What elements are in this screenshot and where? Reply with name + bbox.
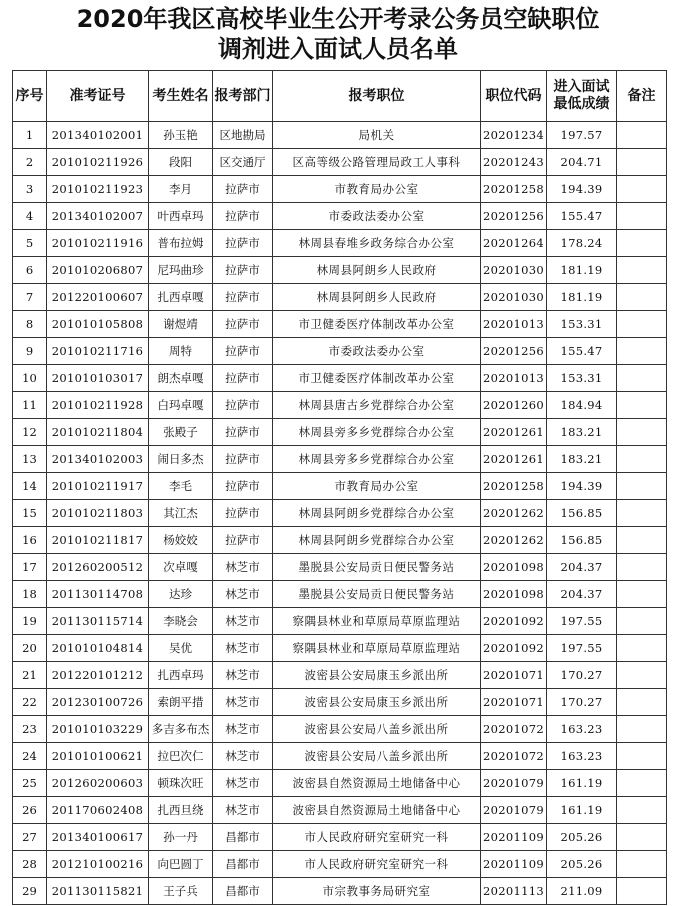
- cell-seq: 21: [13, 662, 47, 689]
- cell-dept: 林芝市: [213, 716, 273, 743]
- cell-exam-id: 201220100607: [47, 284, 149, 311]
- cell-seq: 28: [13, 851, 47, 878]
- cell-note: [617, 392, 667, 419]
- cell-min-score: 194.39: [547, 473, 617, 500]
- cell-dept: 昌都市: [213, 851, 273, 878]
- cell-position: 林周县旁多乡党群综合办公室: [273, 419, 481, 446]
- cell-seq: 1: [13, 122, 47, 149]
- cell-note: [617, 878, 667, 905]
- cell-name: 顿珠次旺: [149, 770, 213, 797]
- cell-code: 20201079: [481, 797, 547, 824]
- header-dept: 报考部门: [213, 71, 273, 122]
- cell-seq: 8: [13, 311, 47, 338]
- table-row: [13, 419, 667, 446]
- cell-position: 察隅县林业和草原局草原监理站: [273, 635, 481, 662]
- cell-position: 波密县公安局康玉乡派出所: [273, 662, 481, 689]
- cell-position: 波密县自然资源局土地储备中心: [273, 770, 481, 797]
- cell-name: 叶西卓玛: [149, 203, 213, 230]
- cell-note: [617, 554, 667, 581]
- cell-note: [617, 365, 667, 392]
- cell-code: 20201098: [481, 554, 547, 581]
- cell-dept: 林芝市: [213, 608, 273, 635]
- cell-position: 林周县阿朗乡党群综合办公室: [273, 527, 481, 554]
- cell-dept: 林芝市: [213, 581, 273, 608]
- cell-min-score: 197.55: [547, 608, 617, 635]
- cell-note: [617, 824, 667, 851]
- table-row: [13, 527, 667, 554]
- cell-note: [617, 284, 667, 311]
- table-body: [13, 122, 667, 905]
- cell-code: 20201234: [481, 122, 547, 149]
- cell-dept: 林芝市: [213, 662, 273, 689]
- cell-code: 20201258: [481, 473, 547, 500]
- cell-code: 20201256: [481, 203, 547, 230]
- cell-position: 察隅县林业和草原局草原监理站: [273, 608, 481, 635]
- cell-dept: 拉萨市: [213, 338, 273, 365]
- header-seq: 序号: [13, 71, 47, 122]
- cell-exam-id: 201010211923: [47, 176, 149, 203]
- cell-exam-id: 201010211916: [47, 230, 149, 257]
- cell-dept: 拉萨市: [213, 284, 273, 311]
- cell-name: 其江杰: [149, 500, 213, 527]
- cell-name: 尼玛曲珍: [149, 257, 213, 284]
- cell-seq: 9: [13, 338, 47, 365]
- cell-exam-id: 201130115821: [47, 878, 149, 905]
- cell-name: 谢煜靖: [149, 311, 213, 338]
- cell-note: [617, 527, 667, 554]
- cell-note: [617, 581, 667, 608]
- table-row: [13, 149, 667, 176]
- cell-seq: 5: [13, 230, 47, 257]
- cell-name: 孙一丹: [149, 824, 213, 851]
- cell-exam-id: 201010103229: [47, 716, 149, 743]
- cell-code: 20201092: [481, 608, 547, 635]
- cell-note: [617, 500, 667, 527]
- cell-note: [617, 851, 667, 878]
- cell-seq: 6: [13, 257, 47, 284]
- table-row: [13, 770, 667, 797]
- cell-code: 20201260: [481, 392, 547, 419]
- cell-code: 20201092: [481, 635, 547, 662]
- cell-exam-id: 201170602408: [47, 797, 149, 824]
- cell-min-score: 161.19: [547, 797, 617, 824]
- cell-code: 20201264: [481, 230, 547, 257]
- cell-code: 20201113: [481, 878, 547, 905]
- table-row: [13, 743, 667, 770]
- cell-min-score: 161.19: [547, 770, 617, 797]
- cell-exam-id: 201010211917: [47, 473, 149, 500]
- cell-position: 林周县阿朗乡党群综合办公室: [273, 500, 481, 527]
- cell-note: [617, 338, 667, 365]
- cell-dept: 林芝市: [213, 554, 273, 581]
- table-header-row: [13, 71, 667, 122]
- cell-exam-id: 201340102003: [47, 446, 149, 473]
- table-row: [13, 122, 667, 149]
- cell-note: [617, 149, 667, 176]
- cell-name: 扎西旦绕: [149, 797, 213, 824]
- cell-seq: 4: [13, 203, 47, 230]
- cell-name: 多吉多布杰: [149, 716, 213, 743]
- cell-min-score: 156.85: [547, 500, 617, 527]
- cell-note: [617, 743, 667, 770]
- header-min-score: 进入面试最低成绩: [547, 71, 617, 122]
- cell-dept: 拉萨市: [213, 176, 273, 203]
- table-row: [13, 257, 667, 284]
- table-row: [13, 608, 667, 635]
- cell-code: 20201109: [481, 824, 547, 851]
- cell-position: 波密县公安局八盖乡派出所: [273, 743, 481, 770]
- cell-name: 李月: [149, 176, 213, 203]
- cell-code: 20201098: [481, 581, 547, 608]
- cell-min-score: 153.31: [547, 311, 617, 338]
- cell-min-score: 153.31: [547, 365, 617, 392]
- cell-position: 波密县公安局康玉乡派出所: [273, 689, 481, 716]
- cell-dept: 拉萨市: [213, 446, 273, 473]
- cell-min-score: 170.27: [547, 689, 617, 716]
- cell-exam-id: 201210100216: [47, 851, 149, 878]
- cell-note: [617, 122, 667, 149]
- cell-dept: 拉萨市: [213, 203, 273, 230]
- cell-position: 市卫健委医疗体制改革办公室: [273, 365, 481, 392]
- cell-min-score: 204.37: [547, 554, 617, 581]
- cell-min-score: 204.37: [547, 581, 617, 608]
- cell-exam-id: 201340102001: [47, 122, 149, 149]
- cell-dept: 林芝市: [213, 689, 273, 716]
- cell-name: 白玛卓嘎: [149, 392, 213, 419]
- cell-code: 20201072: [481, 743, 547, 770]
- header-code: 职位代码: [481, 71, 547, 122]
- table-row: [13, 581, 667, 608]
- cell-name: 拉巴次仁: [149, 743, 213, 770]
- cell-seq: 17: [13, 554, 47, 581]
- candidate-table: [12, 70, 667, 905]
- cell-name: 李晓会: [149, 608, 213, 635]
- cell-seq: 15: [13, 500, 47, 527]
- cell-exam-id: 201340102007: [47, 203, 149, 230]
- cell-code: 20201030: [481, 257, 547, 284]
- cell-dept: 昌都市: [213, 824, 273, 851]
- table-row: [13, 878, 667, 905]
- cell-name: 朗杰卓嘎: [149, 365, 213, 392]
- cell-name: 周特: [149, 338, 213, 365]
- cell-position: 林周县春堆乡政务综合办公室: [273, 230, 481, 257]
- cell-note: [617, 608, 667, 635]
- cell-position: 墨脱县公安局贡日便民警务站: [273, 581, 481, 608]
- cell-min-score: 205.26: [547, 824, 617, 851]
- cell-position: 墨脱县公安局贡日便民警务站: [273, 554, 481, 581]
- cell-exam-id: 201010211817: [47, 527, 149, 554]
- cell-name: 普布拉姆: [149, 230, 213, 257]
- cell-dept: 拉萨市: [213, 392, 273, 419]
- cell-min-score: 155.47: [547, 338, 617, 365]
- table-row: [13, 176, 667, 203]
- cell-position: 市委政法委办公室: [273, 203, 481, 230]
- cell-code: 20201262: [481, 500, 547, 527]
- cell-exam-id: 201260200512: [47, 554, 149, 581]
- cell-code: 20201262: [481, 527, 547, 554]
- cell-code: 20201258: [481, 176, 547, 203]
- cell-exam-id: 201260200603: [47, 770, 149, 797]
- header-note: 备注: [617, 71, 667, 122]
- cell-note: [617, 257, 667, 284]
- cell-position: 市人民政府研究室研究一科: [273, 851, 481, 878]
- header-name: 考生姓名: [149, 71, 213, 122]
- cell-name: 扎西卓嘎: [149, 284, 213, 311]
- cell-name: 闹日多杰: [149, 446, 213, 473]
- cell-name: 次卓嘎: [149, 554, 213, 581]
- table-row: [13, 689, 667, 716]
- cell-position: 林周县阿朗乡人民政府: [273, 257, 481, 284]
- cell-position: 市教育局办公室: [273, 473, 481, 500]
- cell-min-score: 197.55: [547, 635, 617, 662]
- cell-name: 张殿子: [149, 419, 213, 446]
- cell-dept: 拉萨市: [213, 527, 273, 554]
- cell-dept: 拉萨市: [213, 257, 273, 284]
- cell-seq: 16: [13, 527, 47, 554]
- cell-min-score: 204.71: [547, 149, 617, 176]
- cell-name: 杨姣姣: [149, 527, 213, 554]
- cell-seq: 25: [13, 770, 47, 797]
- cell-code: 20201261: [481, 446, 547, 473]
- cell-min-score: 197.57: [547, 122, 617, 149]
- cell-dept: 林芝市: [213, 743, 273, 770]
- cell-exam-id: 201010103017: [47, 365, 149, 392]
- header-exam-id: 准考证号: [47, 71, 149, 122]
- cell-position: 林周县旁多乡党群综合办公室: [273, 446, 481, 473]
- cell-dept: 拉萨市: [213, 419, 273, 446]
- cell-exam-id: 201010211926: [47, 149, 149, 176]
- table-row: [13, 365, 667, 392]
- cell-min-score: 183.21: [547, 446, 617, 473]
- cell-note: [617, 716, 667, 743]
- cell-code: 20201256: [481, 338, 547, 365]
- cell-exam-id: 201130114708: [47, 581, 149, 608]
- cell-seq: 3: [13, 176, 47, 203]
- cell-code: 20201013: [481, 365, 547, 392]
- cell-dept: 昌都市: [213, 878, 273, 905]
- cell-exam-id: 201010211803: [47, 500, 149, 527]
- cell-min-score: 205.26: [547, 851, 617, 878]
- cell-code: 20201030: [481, 284, 547, 311]
- table-row: [13, 851, 667, 878]
- cell-seq: 2: [13, 149, 47, 176]
- cell-seq: 27: [13, 824, 47, 851]
- table-row: [13, 635, 667, 662]
- cell-exam-id: 201010105808: [47, 311, 149, 338]
- cell-seq: 22: [13, 689, 47, 716]
- cell-min-score: 178.24: [547, 230, 617, 257]
- cell-dept: 林芝市: [213, 797, 273, 824]
- cell-note: [617, 797, 667, 824]
- cell-exam-id: 201010100621: [47, 743, 149, 770]
- cell-min-score: 163.23: [547, 743, 617, 770]
- cell-note: [617, 419, 667, 446]
- cell-note: [617, 635, 667, 662]
- cell-seq: 20: [13, 635, 47, 662]
- cell-min-score: 156.85: [547, 527, 617, 554]
- cell-seq: 19: [13, 608, 47, 635]
- cell-name: 王子兵: [149, 878, 213, 905]
- cell-note: [617, 689, 667, 716]
- cell-min-score: 181.19: [547, 257, 617, 284]
- cell-dept: 区地勘局: [213, 122, 273, 149]
- document-title-line2: 调剂进入面试人员名单: [218, 35, 458, 63]
- cell-min-score: 170.27: [547, 662, 617, 689]
- cell-note: [617, 473, 667, 500]
- cell-position: 林周县阿朗乡人民政府: [273, 284, 481, 311]
- cell-min-score: 155.47: [547, 203, 617, 230]
- cell-position: 林周县唐古乡党群综合办公室: [273, 392, 481, 419]
- cell-min-score: 181.19: [547, 284, 617, 311]
- cell-dept: 拉萨市: [213, 473, 273, 500]
- cell-name: 向巴圆丁: [149, 851, 213, 878]
- cell-position: 市委政法委办公室: [273, 338, 481, 365]
- cell-position: 区高等级公路管理局政工人事科: [273, 149, 481, 176]
- cell-exam-id: 201010211804: [47, 419, 149, 446]
- cell-exam-id: 201130115714: [47, 608, 149, 635]
- cell-exam-id: 201230100726: [47, 689, 149, 716]
- cell-exam-id: 201010211928: [47, 392, 149, 419]
- cell-name: 扎西卓玛: [149, 662, 213, 689]
- cell-code: 20201079: [481, 770, 547, 797]
- cell-min-score: 184.94: [547, 392, 617, 419]
- header-position: 报考职位: [273, 71, 481, 122]
- table-row: [13, 473, 667, 500]
- table-row: [13, 662, 667, 689]
- document-title-line1: 2020年我区高校毕业生公开考录公务员空缺职位: [76, 5, 600, 33]
- cell-seq: 11: [13, 392, 47, 419]
- table-row: [13, 203, 667, 230]
- cell-dept: 林芝市: [213, 770, 273, 797]
- table-row: [13, 446, 667, 473]
- cell-code: 20201261: [481, 419, 547, 446]
- cell-seq: 29: [13, 878, 47, 905]
- table-row: [13, 230, 667, 257]
- cell-seq: 10: [13, 365, 47, 392]
- cell-dept: 林芝市: [213, 635, 273, 662]
- cell-note: [617, 770, 667, 797]
- cell-name: 达珍: [149, 581, 213, 608]
- table-row: [13, 500, 667, 527]
- cell-note: [617, 203, 667, 230]
- cell-position: 市宗教事务局研究室: [273, 878, 481, 905]
- cell-seq: 23: [13, 716, 47, 743]
- cell-seq: 7: [13, 284, 47, 311]
- cell-code: 20201109: [481, 851, 547, 878]
- cell-seq: 12: [13, 419, 47, 446]
- cell-code: 20201243: [481, 149, 547, 176]
- cell-min-score: 183.21: [547, 419, 617, 446]
- cell-name: 段阳: [149, 149, 213, 176]
- cell-name: 吴优: [149, 635, 213, 662]
- cell-position: 波密县自然资源局土地储备中心: [273, 797, 481, 824]
- table-row: [13, 311, 667, 338]
- cell-note: [617, 311, 667, 338]
- cell-code: 20201013: [481, 311, 547, 338]
- table-row: [13, 284, 667, 311]
- cell-exam-id: 201340100617: [47, 824, 149, 851]
- table-row: [13, 338, 667, 365]
- cell-position: 波密县公安局八盖乡派出所: [273, 716, 481, 743]
- table-row: [13, 716, 667, 743]
- cell-position: 市卫健委医疗体制改革办公室: [273, 311, 481, 338]
- table-row: [13, 797, 667, 824]
- cell-position: 局机关: [273, 122, 481, 149]
- cell-code: 20201071: [481, 662, 547, 689]
- cell-name: 孙玉艳: [149, 122, 213, 149]
- cell-exam-id: 201010211716: [47, 338, 149, 365]
- cell-min-score: 211.09: [547, 878, 617, 905]
- table-row: [13, 392, 667, 419]
- cell-note: [617, 230, 667, 257]
- cell-min-score: 194.39: [547, 176, 617, 203]
- cell-exam-id: 201010206807: [47, 257, 149, 284]
- cell-note: [617, 662, 667, 689]
- cell-min-score: 163.23: [547, 716, 617, 743]
- cell-code: 20201072: [481, 716, 547, 743]
- cell-dept: 区交通厅: [213, 149, 273, 176]
- cell-note: [617, 176, 667, 203]
- cell-dept: 拉萨市: [213, 311, 273, 338]
- cell-exam-id: 201220101212: [47, 662, 149, 689]
- cell-dept: 拉萨市: [213, 500, 273, 527]
- cell-name: 索朗平措: [149, 689, 213, 716]
- cell-dept: 拉萨市: [213, 230, 273, 257]
- cell-position: 市人民政府研究室研究一科: [273, 824, 481, 851]
- cell-note: [617, 446, 667, 473]
- cell-seq: 13: [13, 446, 47, 473]
- table-row: [13, 554, 667, 581]
- cell-position: 市教育局办公室: [273, 176, 481, 203]
- cell-seq: 24: [13, 743, 47, 770]
- cell-code: 20201071: [481, 689, 547, 716]
- cell-seq: 14: [13, 473, 47, 500]
- cell-dept: 拉萨市: [213, 365, 273, 392]
- cell-seq: 18: [13, 581, 47, 608]
- cell-exam-id: 201010104814: [47, 635, 149, 662]
- cell-name: 李毛: [149, 473, 213, 500]
- table-row: [13, 824, 667, 851]
- cell-seq: 26: [13, 797, 47, 824]
